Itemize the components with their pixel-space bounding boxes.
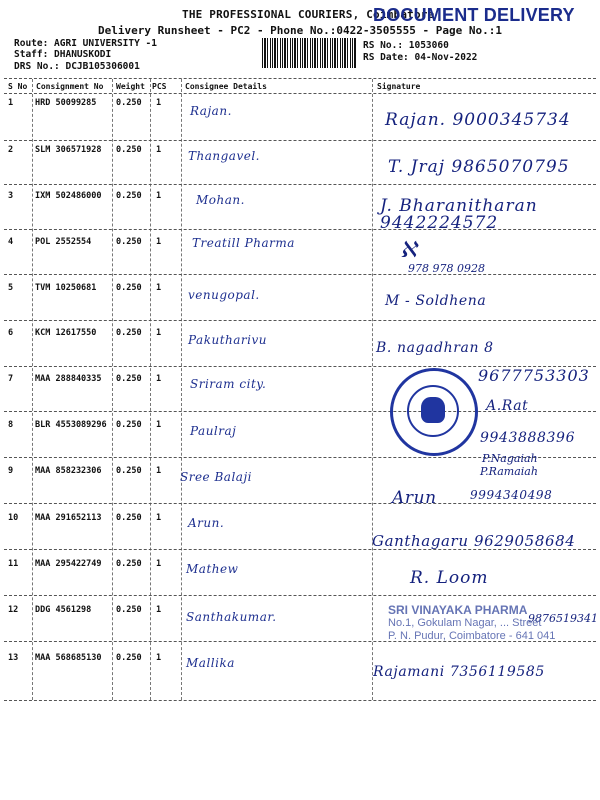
row-consignee: Mathew <box>186 562 239 576</box>
row-pcs: 1 <box>156 98 162 108</box>
row-signature: Rajan. 9000345734 <box>385 110 571 130</box>
row-pcs: 1 <box>156 191 162 201</box>
col-header-consignment: Consignment No <box>36 82 104 91</box>
row-weight: 0.250 <box>116 653 142 663</box>
row-consignment-no: POL 2552554 <box>35 237 92 247</box>
row-weight: 0.250 <box>116 145 142 155</box>
row-sno: 3 <box>8 191 14 201</box>
row-consignee: Santhakumar. <box>186 610 277 624</box>
row-weight: 0.250 <box>116 374 142 384</box>
route-label: Route: AGRI UNIVERSITY -1 <box>14 38 157 49</box>
row-pcs: 1 <box>156 374 162 384</box>
row-consignment-no: MAA 858232306 <box>35 466 102 476</box>
row-weight: 0.250 <box>116 98 142 108</box>
row-signature: 9994340498 <box>470 488 553 502</box>
row-consignment-no: MAA 295422749 <box>35 559 102 569</box>
row-divider <box>4 320 596 321</box>
col-header-consignee: Consignee Details <box>185 82 267 91</box>
table-top-border <box>4 78 596 79</box>
drs-number: DRS No.: DCJB105306001 <box>14 61 140 72</box>
company-name: THE PROFESSIONAL COURIERS, Coimbatore <box>182 8 435 21</box>
col-header-sno: S No <box>8 82 28 91</box>
row-sno: 6 <box>8 328 14 338</box>
row-signature-secondary: P.Nagaiah <box>482 452 538 465</box>
row-consignee: Arun. <box>188 516 225 530</box>
row-pcs: 1 <box>156 328 162 338</box>
col-divider <box>32 79 33 700</box>
staff-label: Staff: DHANUSKODI <box>14 49 112 60</box>
row-signature: R. Loom <box>410 568 489 588</box>
row-pcs: 1 <box>156 145 162 155</box>
row-signature: Arun <box>392 488 437 508</box>
row-signature: 978 978 0928 <box>408 262 485 275</box>
row-weight: 0.250 <box>116 513 142 523</box>
row-consignee: Paulraj <box>190 424 237 438</box>
row-pcs: 1 <box>156 466 162 476</box>
row-signature-note: P.Ramaiah <box>480 465 538 478</box>
row-consignee: venugopal. <box>188 288 260 302</box>
row-sno: 9 <box>8 466 14 476</box>
row-consignment-no: MAA 568685130 <box>35 653 102 663</box>
row-weight: 0.250 <box>116 605 142 615</box>
col-header-signature: Signature <box>377 82 421 91</box>
row-sno: 1 <box>8 98 14 108</box>
row-pcs: 1 <box>156 653 162 663</box>
stamp-line-2: No.1, Gokulam Nagar, ... Street <box>388 617 542 629</box>
row-sno: 11 <box>8 559 19 569</box>
row-weight: 0.250 <box>116 283 142 293</box>
document-delivery-stamp: DOCUMENT DELIVERY <box>373 5 575 25</box>
row-weight: 0.250 <box>116 559 142 569</box>
col-divider <box>150 79 151 700</box>
row-consignment-no: MAA 291652113 <box>35 513 102 523</box>
row-consignment-no: MAA 288840335 <box>35 374 102 384</box>
row-consignment-no: SLM 306571928 <box>35 145 102 155</box>
row-weight: 0.250 <box>116 328 142 338</box>
row-pcs: 1 <box>156 513 162 523</box>
row-sno: 13 <box>8 653 19 663</box>
row-signature: Ganthagaru 9629058684 <box>372 532 576 550</box>
row-pcs: 1 <box>156 420 162 430</box>
runsheet-title: Delivery Runsheet - PC2 - Phone No.:0422-3505555 - Page No.:1 <box>98 24 502 37</box>
col-divider <box>181 79 182 700</box>
row-consignee: Thangavel. <box>188 149 260 163</box>
rs-date: RS Date: 04-Nov-2022 <box>363 52 478 63</box>
row-weight: 0.250 <box>116 191 142 201</box>
col-header-weight: Weight <box>116 82 145 91</box>
stamp-line-3: P. N. Pudur, Coimbatore - 641 041 <box>388 630 556 642</box>
col-divider <box>372 79 373 700</box>
row-signature: B. nagadhran 8 <box>376 340 494 356</box>
table-bottom-border <box>4 700 596 701</box>
row-weight: 0.250 <box>116 466 142 476</box>
row-signature: J. Bharanitharan 9442224572 <box>380 196 538 233</box>
row-signature: T. Jraj 9865070795 <box>388 157 570 177</box>
seal-emblem-icon <box>421 397 445 423</box>
row-pcs: 1 <box>156 237 162 247</box>
row-signature: 9943888396 <box>480 430 576 446</box>
row-consignment-no: IXM 502486000 <box>35 191 102 201</box>
row-consignee: Rajan. <box>190 104 232 118</box>
row-divider <box>4 595 596 596</box>
row-sno: 5 <box>8 283 14 293</box>
row-signature: 9677753303 <box>478 366 590 385</box>
row-consignee: Sree Balaji <box>180 470 252 484</box>
row-weight: 0.250 <box>116 420 142 430</box>
pharma-rubber-stamp <box>388 604 555 643</box>
row-consignee: Pakutharivu <box>188 333 267 347</box>
row-sno: 7 <box>8 374 14 384</box>
row-divider <box>4 503 596 504</box>
stamp-line-1: SRI VINAYAKA PHARMA <box>388 603 528 617</box>
row-consignment-no: DDG 4561298 <box>35 605 92 615</box>
row-consignment-no: KCM 12617550 <box>35 328 97 338</box>
row-pcs: 1 <box>156 283 162 293</box>
row-sno: 8 <box>8 420 14 430</box>
row-divider <box>4 274 596 275</box>
row-consignment-no: BLR 4553089296 <box>35 420 107 430</box>
row-divider <box>4 184 596 185</box>
col-header-pcs: PCS <box>152 82 167 91</box>
row-consignee: Mohan. <box>196 193 245 207</box>
row-sno: 12 <box>8 605 19 615</box>
row-consignment-no: HRD 50099285 <box>35 98 97 108</box>
row-divider <box>4 140 596 141</box>
row-sno: 2 <box>8 145 14 155</box>
row-consignment-no: TVM 10250681 <box>35 283 97 293</box>
row-signature-secondary: A.Rat <box>486 398 529 414</box>
rs-number: RS No.: 1053060 <box>363 40 449 51</box>
row-pcs: 1 <box>156 559 162 569</box>
header-divider <box>4 93 596 94</box>
row-signature-scribble: ℵ <box>400 238 417 263</box>
row-consignee: Sriram city. <box>190 377 267 391</box>
row-weight: 0.250 <box>116 237 142 247</box>
row-signature-phone: 9876519341 <box>528 612 598 625</box>
row-sno: 4 <box>8 237 14 247</box>
row-sno: 10 <box>8 513 19 523</box>
barcode <box>262 38 356 68</box>
row-consignee: Treatill Pharma <box>192 236 295 250</box>
row-signature: Rajamani 7356119585 <box>373 664 545 680</box>
company-round-seal <box>390 368 478 456</box>
col-divider <box>112 79 113 700</box>
row-consignee: Mallika <box>186 656 235 670</box>
row-signature: M - Soldhena <box>385 293 487 309</box>
row-pcs: 1 <box>156 605 162 615</box>
